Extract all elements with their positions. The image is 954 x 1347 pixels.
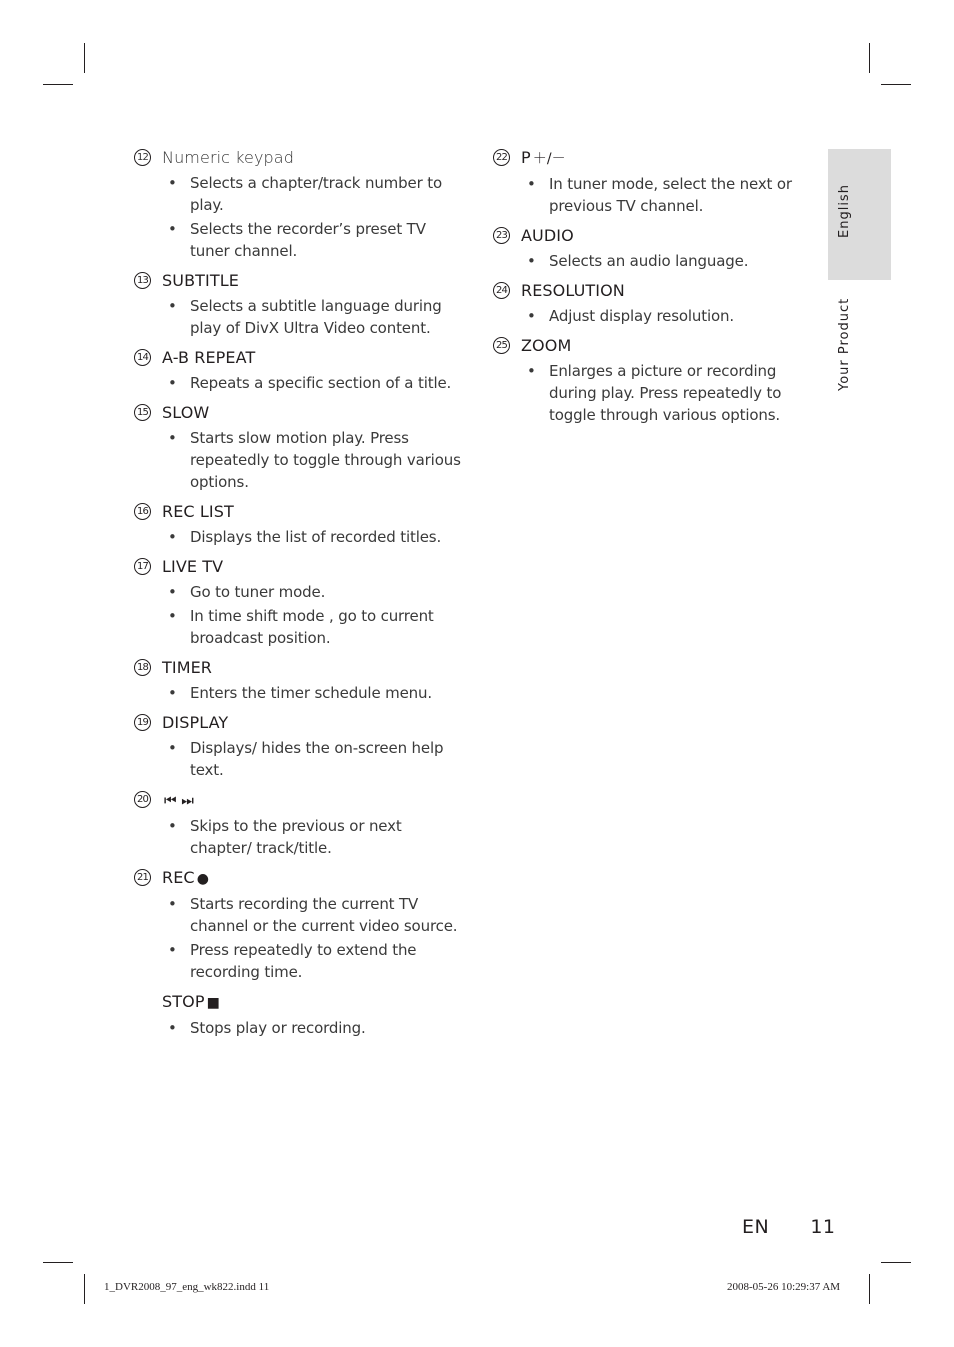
bullet-list bbox=[493, 360, 818, 426]
bullet-list bbox=[493, 250, 818, 272]
bullet-text: • Displays the list of recorded titles. bbox=[134, 526, 464, 548]
bullet-text: • Repeats a specific section of a title. bbox=[134, 372, 464, 394]
bullet-list bbox=[134, 1017, 464, 1039]
bullet-text: • Selects a subtitle language during play of DivX Ultra Video content. bbox=[134, 295, 464, 339]
bullet-list bbox=[134, 581, 464, 649]
heading-text: RESOLUTION bbox=[521, 281, 625, 300]
item-number-badge: 13 bbox=[134, 272, 151, 289]
item-number-badge: 24 bbox=[493, 282, 510, 299]
language-code: EN bbox=[742, 1216, 770, 1238]
crop-mark bbox=[43, 1262, 73, 1263]
item-number-badge: 19 bbox=[134, 714, 151, 731]
bullet-text: • Adjust display resolution. bbox=[493, 305, 818, 327]
list-item bbox=[134, 346, 464, 394]
page-number bbox=[742, 1216, 836, 1238]
bullet-text: • Press repeatedly to extend the recording time. bbox=[134, 939, 464, 983]
entry-heading bbox=[134, 656, 464, 680]
item-number-badge: 16 bbox=[134, 503, 151, 520]
bullet-list bbox=[493, 173, 818, 217]
heading-text: Numeric keypad bbox=[162, 148, 294, 167]
entry-heading bbox=[134, 500, 464, 524]
bullet-list bbox=[134, 372, 464, 394]
bullet-text: • Skips to the previous or next chapter/ track/title. bbox=[134, 815, 464, 859]
crop-mark bbox=[84, 1274, 85, 1304]
bullet-list bbox=[493, 305, 818, 327]
button-symbol-icon: ● bbox=[196, 871, 210, 887]
bullet-text: • Selects a chapter/track number to play. bbox=[134, 172, 464, 216]
heading-text: REC bbox=[162, 868, 195, 887]
entry-heading bbox=[493, 224, 818, 248]
left-column bbox=[134, 146, 464, 1046]
entry-heading bbox=[134, 555, 464, 579]
item-number-badge: 20 bbox=[134, 791, 151, 808]
bullet-list bbox=[134, 172, 464, 262]
entry-heading bbox=[134, 269, 464, 293]
bullet-list bbox=[134, 682, 464, 704]
heading-text: STOP bbox=[162, 992, 205, 1011]
bullet-list bbox=[134, 526, 464, 548]
entry-heading bbox=[134, 146, 464, 170]
crop-mark bbox=[869, 43, 870, 73]
crop-mark bbox=[881, 1262, 911, 1263]
side-tab-section: Your Product bbox=[837, 297, 852, 391]
entry-heading bbox=[134, 788, 464, 813]
list-item bbox=[134, 500, 464, 548]
bullet-text: • Stops play or recording. bbox=[134, 1017, 464, 1039]
list-item bbox=[493, 146, 818, 217]
item-number-badge: 12 bbox=[134, 149, 151, 166]
bullet-list bbox=[134, 893, 464, 983]
item-number-badge: 17 bbox=[134, 558, 151, 575]
button-symbol-icon: ■ bbox=[206, 995, 220, 1011]
item-number-badge: 21 bbox=[134, 869, 151, 886]
list-item bbox=[134, 146, 464, 262]
list-item bbox=[134, 711, 464, 781]
item-number-badge: 22 bbox=[493, 149, 510, 166]
heading-text: DISPLAY bbox=[162, 713, 229, 732]
button-symbol-icon: ＋/－ bbox=[532, 151, 566, 167]
list-item bbox=[134, 788, 464, 859]
list-item bbox=[493, 224, 818, 272]
entry-heading bbox=[134, 990, 464, 1015]
bullet-text: • Enlarges a picture or recording during play. Press repeatedly to toggle through various options. bbox=[493, 360, 818, 426]
heading-text: A-B REPEAT bbox=[162, 348, 256, 367]
bullet-text: • Go to tuner mode. bbox=[134, 581, 464, 603]
heading-text: SLOW bbox=[162, 403, 210, 422]
right-column bbox=[493, 146, 818, 433]
crop-mark bbox=[43, 84, 73, 85]
bullet-text: • Starts recording the current TV channel or the current video source. bbox=[134, 893, 464, 937]
item-number-badge: 23 bbox=[493, 227, 510, 244]
bullet-text: • In time shift mode , go to current broadcast position. bbox=[134, 605, 464, 649]
list-item bbox=[134, 866, 464, 983]
slug-file: 1_DVR2008_97_eng_wk822.indd 11 bbox=[104, 1281, 270, 1293]
list-item bbox=[134, 401, 464, 493]
list-item bbox=[134, 269, 464, 339]
heading-text: SUBTITLE bbox=[162, 271, 239, 290]
side-tab-language: English bbox=[837, 184, 852, 238]
bullet-list bbox=[134, 815, 464, 859]
entry-heading bbox=[134, 346, 464, 370]
entry-heading bbox=[134, 866, 464, 891]
bullet-list bbox=[134, 427, 464, 493]
item-number-badge: 14 bbox=[134, 349, 151, 366]
bullet-text: • Starts slow motion play. Press repeatedly to toggle through various options. bbox=[134, 427, 464, 493]
heading-text: TIMER bbox=[162, 658, 213, 677]
list-item bbox=[134, 555, 464, 649]
item-number-badge: 25 bbox=[493, 337, 510, 354]
list-item bbox=[134, 990, 464, 1039]
entry-heading bbox=[493, 279, 818, 303]
crop-mark bbox=[84, 43, 85, 73]
heading-text: LIVE TV bbox=[162, 557, 224, 576]
item-number-badge: 15 bbox=[134, 404, 151, 421]
list-item bbox=[493, 279, 818, 327]
item-number-badge: 18 bbox=[134, 659, 151, 676]
bullet-text: • Selects the recorder’s preset TV tuner channel. bbox=[134, 218, 464, 262]
page-number-value: 11 bbox=[810, 1216, 836, 1238]
list-item bbox=[493, 334, 818, 426]
bullet-text: • Selects an audio language. bbox=[493, 250, 818, 272]
crop-mark bbox=[881, 84, 911, 85]
list-item bbox=[134, 656, 464, 704]
bullet-text: • Displays/ hides the on-screen help text. bbox=[134, 737, 464, 781]
heading-text: ZOOM bbox=[521, 336, 572, 355]
entry-heading bbox=[134, 401, 464, 425]
heading-text: REC LIST bbox=[162, 502, 234, 521]
entry-heading bbox=[493, 146, 818, 171]
heading-text: AUDIO bbox=[521, 226, 574, 245]
button-symbol-icon: ⏮ ⏭ bbox=[164, 793, 194, 809]
slug-timestamp: 2008-05-26 10:29:37 AM bbox=[727, 1281, 841, 1293]
entry-heading bbox=[493, 334, 818, 358]
crop-mark bbox=[869, 1274, 870, 1304]
entry-heading bbox=[134, 711, 464, 735]
bullet-text: • Enters the timer schedule menu. bbox=[134, 682, 464, 704]
bullet-list bbox=[134, 295, 464, 339]
bullet-text: • In tuner mode, select the next or previous TV channel. bbox=[493, 173, 818, 217]
bullet-list bbox=[134, 737, 464, 781]
heading-text: P bbox=[521, 148, 531, 167]
